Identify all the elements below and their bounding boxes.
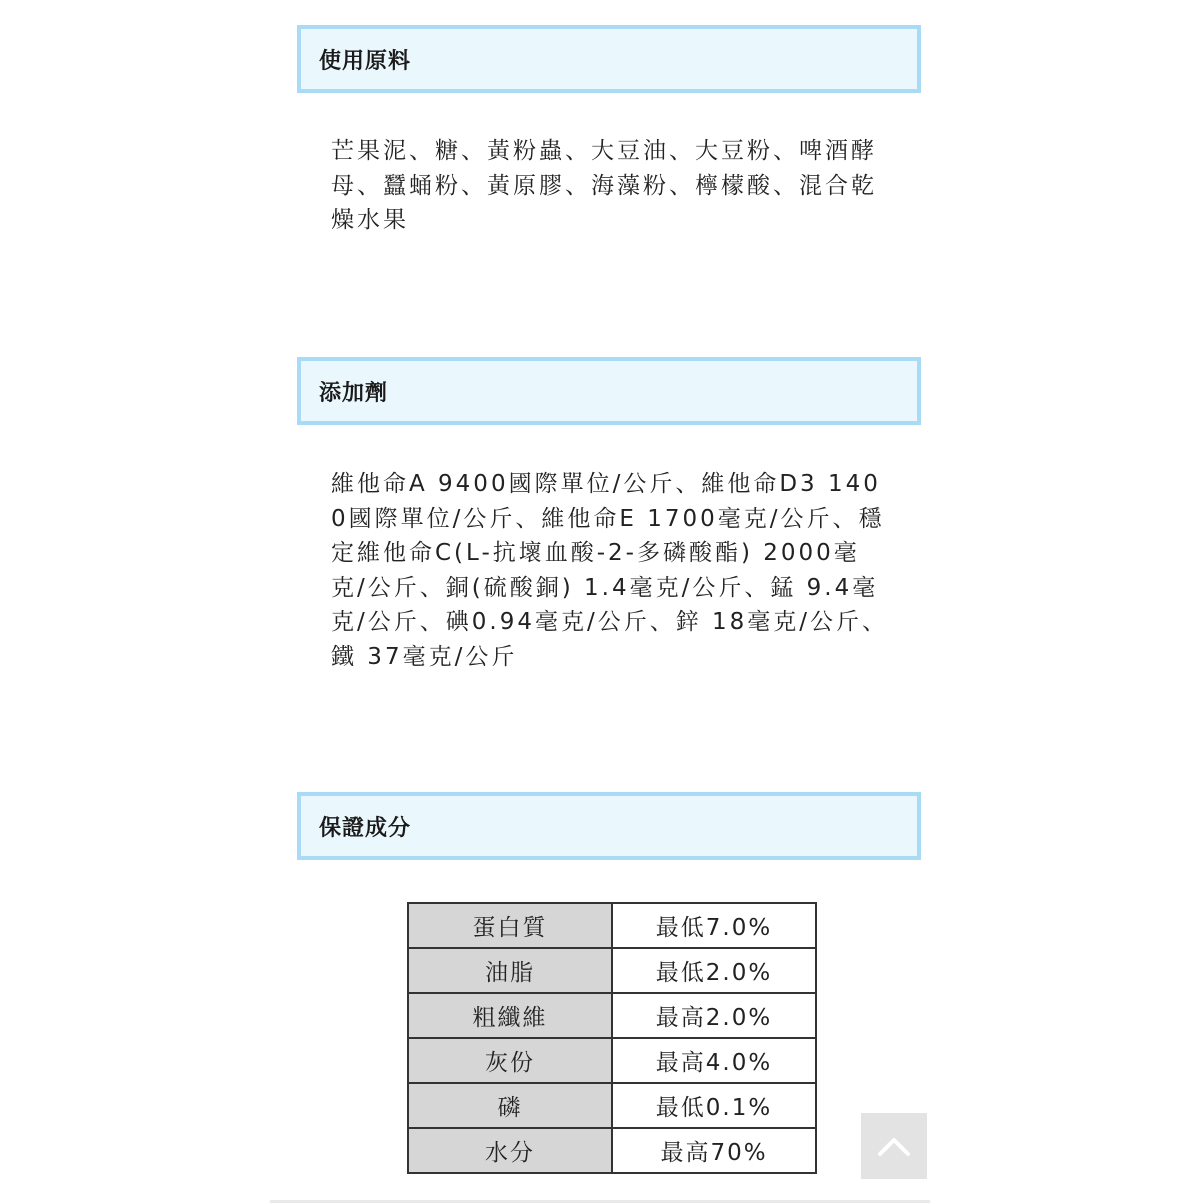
chevron-up-icon xyxy=(877,1135,911,1157)
nutrient-value: 最高2.0% xyxy=(612,993,816,1038)
nutrient-value: 最低2.0% xyxy=(612,948,816,993)
nutrient-label: 蛋白質 xyxy=(408,903,612,948)
ingredients-title: 使用原料 xyxy=(319,48,412,74)
table-row xyxy=(408,903,816,948)
nutrient-value: 最高70% xyxy=(612,1128,816,1173)
table-row xyxy=(408,1083,816,1128)
guarantee-header xyxy=(297,792,921,860)
nutrient-value: 最高4.0% xyxy=(612,1038,816,1083)
guarantee-title: 保證成分 xyxy=(319,815,412,841)
back-to-top-button[interactable] xyxy=(861,1113,927,1179)
ingredients-text: 芒果泥、糖、黃粉蟲、大豆油、大豆粉、啤酒酵母、蠶蛹粉、黃原膠、海藻粉、檸檬酸、混合乾燥水果 xyxy=(331,138,877,233)
table-row xyxy=(408,1128,816,1173)
nutrient-value: 最低0.1% xyxy=(612,1083,816,1128)
ingredients-header xyxy=(297,25,921,93)
nutrient-label: 油脂 xyxy=(408,948,612,993)
nutrient-value: 最低7.0% xyxy=(612,903,816,948)
table-row xyxy=(408,1038,816,1083)
nutrient-label: 粗纖維 xyxy=(408,993,612,1038)
guarantee-table xyxy=(407,902,817,1174)
additives-title: 添加劑 xyxy=(319,380,389,406)
additives-header xyxy=(297,357,921,425)
table-row xyxy=(408,993,816,1038)
table-row xyxy=(408,948,816,993)
divider xyxy=(270,1200,930,1203)
nutrient-label: 水分 xyxy=(408,1128,612,1173)
nutrient-label: 灰份 xyxy=(408,1038,612,1083)
additives-text: 維他命A 9400國際單位/公斤、維他命D3 1400國際單位/公斤、維他命E 1700毫克/公斤、穩定維他命C(L-抗壞血酸-2-多磷酸酯) 2000毫克/公斤、銅(硫酸銅) 1.4毫克/公斤、錳 9.4毫克/公斤、碘0.94毫克/公斤、鋅 18毫克/公斤、鐵 37毫克/公斤 xyxy=(331,471,889,670)
nutrient-label: 磷 xyxy=(408,1083,612,1128)
